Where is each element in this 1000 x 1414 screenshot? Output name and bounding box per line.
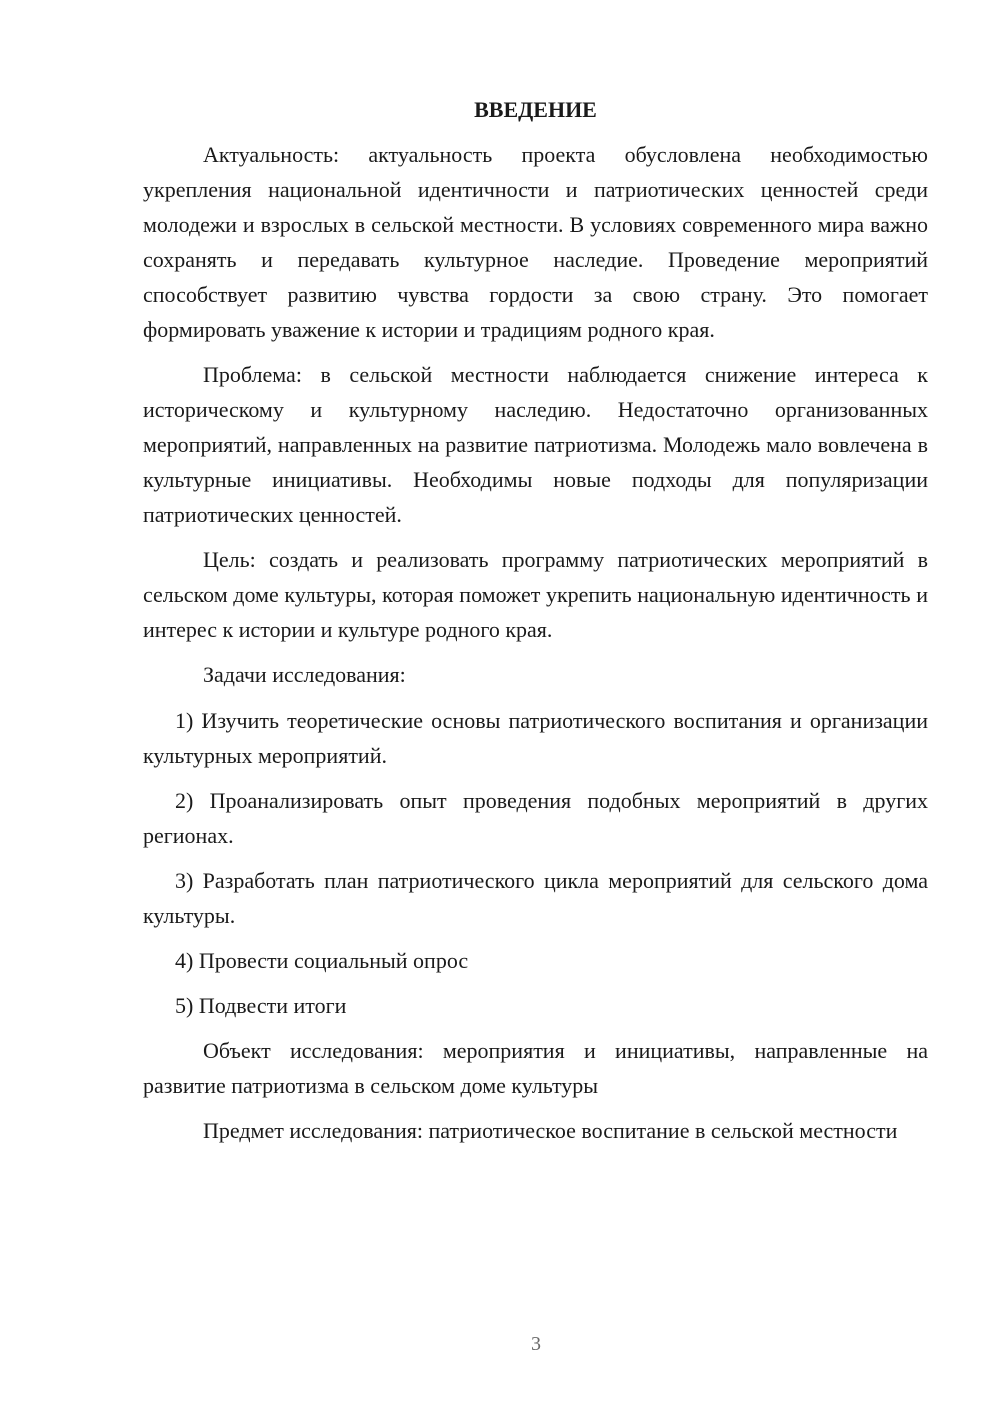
task-item: 1) Изучить теоретические основы патриотического воспитания и организации культурных мероприятий. [143, 708, 928, 768]
goal-paragraph: Цель: создать и реализовать программу патриотических мероприятий в сельском доме культуры, которая поможет укрепить национальную идентичность и интерес к истории и культуре родного края. [143, 547, 928, 642]
object-paragraph: Объект исследования: мероприятия и инициативы, направленные на развитие патриотизма в сельском доме культуры [143, 1038, 928, 1098]
page-content [143, 95, 928, 1158]
tasks-title: Задачи исследования: [203, 662, 406, 687]
subject-paragraph: Предмет исследования: патриотическое воспитание в сельской местности [203, 1118, 898, 1143]
relevance-paragraph: Актуальность: актуальность проекта обусловлена необходимостью укрепления национальной идентичности и патриотических ценностей среди молодежи и взрослых в сельской местности. В условиях современного мира важно сохранять и передавать культурное наследие. Проведение мероприятий способствует развитию чувства гордости за свою страну. Это помогает формировать уважение к истории и традициям родного края. [143, 142, 928, 342]
task-item: 2) Проанализировать опыт проведения подобных мероприятий в других регионах. [143, 788, 928, 848]
task-item: 4) Провести социальный опрос [175, 948, 469, 973]
task-item: 5) Подвести итоги [175, 993, 347, 1018]
task-item: 3) Разработать план патриотического цикла мероприятий для сельского дома культуры. [143, 868, 928, 928]
page-heading: ВВЕДЕНИЕ [474, 97, 597, 122]
problem-paragraph: Проблема: в сельской местности наблюдается снижение интереса к историческому и культурному наследию. Недостаточно организованных мероприятий, направленных на развитие патриотизма. Молодежь мало вовлечена в культурные инициативы. Необходимы новые подходы для популяризации патриотических ценностей. [143, 362, 928, 527]
page-number: 3 [531, 1333, 541, 1355]
